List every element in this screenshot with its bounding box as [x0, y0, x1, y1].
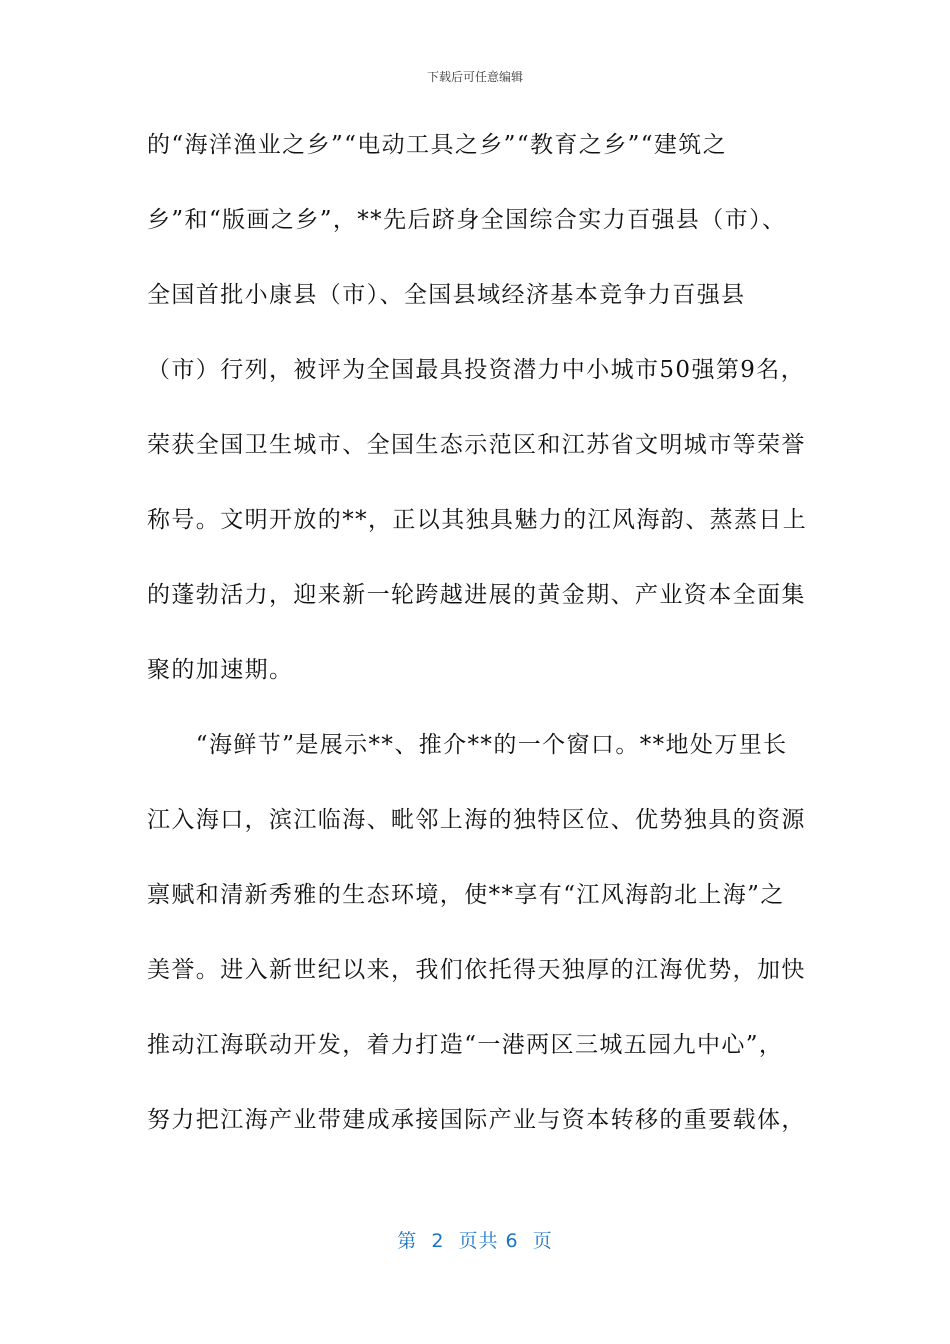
text-line: 的蓬勃活力，迎来新一轮跨越进展的黄金期、产业资本全面集: [147, 582, 806, 608]
text-line: 乡”和“版画之乡”，**先后跻身全国综合实力百强县（市）、: [147, 207, 787, 233]
text-line: 江入海口，滨江临海、毗邻上海的独特区位、优势独具的资源: [147, 807, 806, 833]
text-line: （市）行列，被评为全国最具投资潜力中小城市50强第9名，: [147, 357, 806, 383]
text-line: “海鲜节”是展示**、推介**的一个窗口。**地处万里长: [147, 732, 788, 758]
text-line: 的“海洋渔业之乡”“电动工具之乡”“教育之乡”“建筑之: [147, 132, 728, 158]
text-line: 荣获全国卫生城市、全国生态示范区和江苏省文明城市等荣誉: [147, 432, 806, 458]
text-line: 聚的加速期。: [147, 657, 294, 683]
text-line: 禀赋和清新秀雅的生态环境，使**享有“江风海韵北上海”之: [147, 882, 785, 908]
text-line: 美誉。进入新世纪以来，我们依托得天独厚的江海优势，加快: [147, 957, 806, 983]
page-number-footer: [0, 1226, 950, 1253]
header-note: 下载后可任意编辑: [426, 70, 523, 84]
text-line: 称号。文明开放的**，正以其独具魅力的江风海韵、蒸蒸日上: [147, 507, 808, 533]
text-line: 努力把江海产业带建成承接国际产业与资本转移的重要载体，: [147, 1107, 806, 1133]
page-number-label: 第 2 页共 6 页: [397, 1230, 553, 1252]
text-line: 全国首批小康县（市）、全国县域经济基本竞争力百强县: [147, 282, 746, 308]
text-line: 推动江海联动开发，着力打造“一港两区三城五园九中心”，: [147, 1032, 784, 1058]
